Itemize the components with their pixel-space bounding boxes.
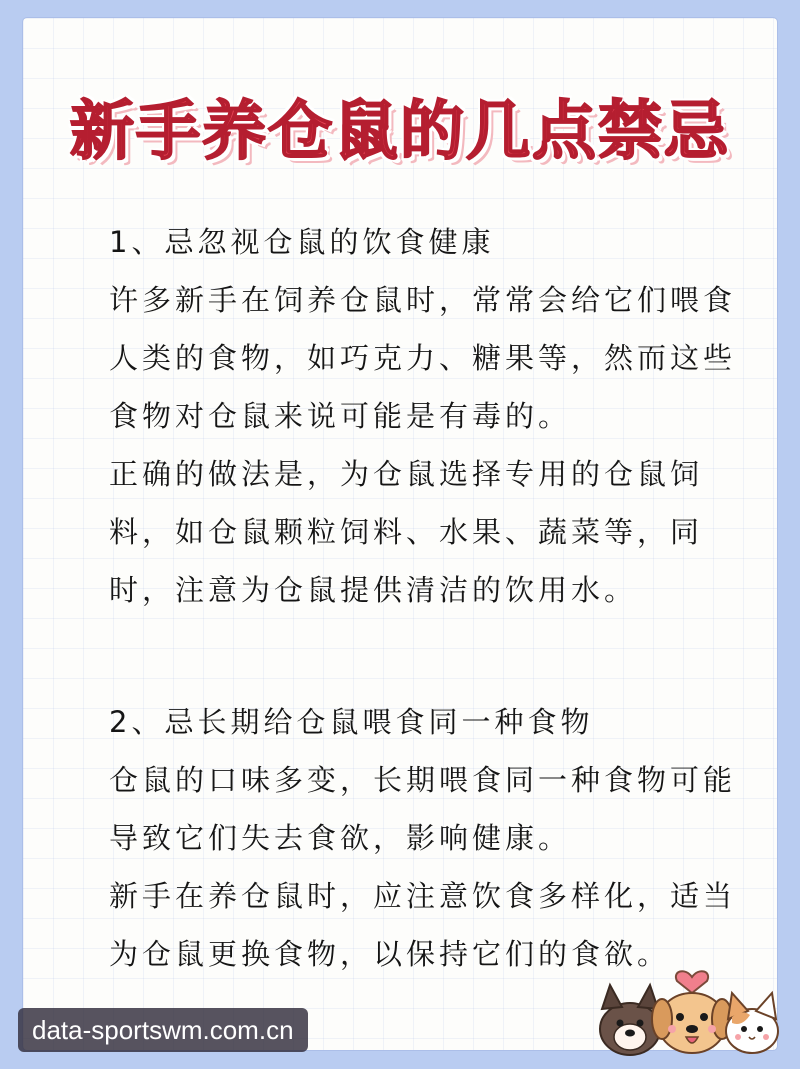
section-paragraph: 正确的做法是，为仓鼠选择专用的仓鼠饲料，如仓鼠颗粒饲料、水果、蔬菜等，同时，注意为仓鼠提供清洁的饮用水。 <box>109 457 704 607</box>
dog-cat-heart-illustration-icon <box>592 957 782 1057</box>
section-feeding-health <box>109 213 749 619</box>
section-heading: 1、忌忽视仓鼠的饮食健康 <box>109 225 495 259</box>
section-paragraph: 许多新手在饲养仓鼠时，常常会给它们喂食人类的食物，如巧克力、糖果等，然而这些食物对仓鼠来说可能是有毒的。 <box>109 283 737 433</box>
watermark-badge: data-sportswm.com.cn <box>18 1008 308 1052</box>
section-food-variety <box>109 693 749 983</box>
page-title: 新手养仓鼠的几点禁忌 <box>70 94 730 169</box>
content-card <box>23 18 777 1050</box>
section-heading: 2、忌长期给仓鼠喂食同一种食物 <box>109 705 594 739</box>
section-paragraph: 新手在养仓鼠时，应注意饮食多样化，适当为仓鼠更换食物，以保持它们的食欲。 <box>109 879 737 971</box>
section-paragraph: 仓鼠的口味多变，长期喂食同一种食物可能导致它们失去食欲，影响健康。 <box>109 763 737 855</box>
